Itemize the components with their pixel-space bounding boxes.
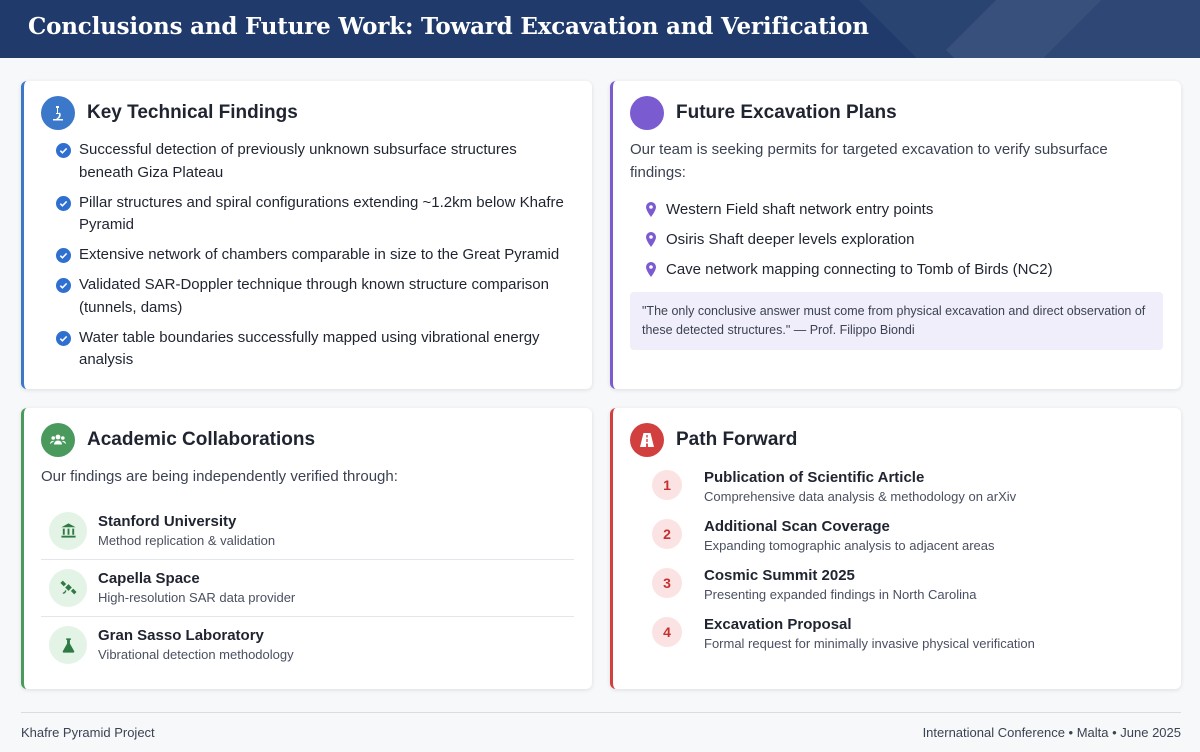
step-desc: Comprehensive data analysis & methodology on arXiv <box>704 489 1017 504</box>
step-title: Publication of Scientific Article <box>704 469 925 486</box>
footer-project-name: Khafre Pyramid Project <box>21 725 155 740</box>
list-item <box>630 224 1163 254</box>
step-desc: Formal request for minimally invasive physical verification <box>704 636 1035 651</box>
list-item <box>630 566 1163 615</box>
list-item <box>41 244 574 267</box>
check-circle-icon <box>56 143 71 158</box>
step-title: Cosmic Summit 2025 <box>704 567 855 584</box>
findings-title: Key Technical Findings <box>87 102 298 123</box>
list-item <box>41 139 574 184</box>
step-number: 4 <box>652 617 682 647</box>
collab-name: Capella Space <box>98 569 200 587</box>
collab-name: Gran Sasso Laboratory <box>98 627 264 644</box>
footer-conference-info: International Conference • Malta • June 2025 <box>922 725 1181 740</box>
excavation-intro: Our team is seeking permits for targeted excavation to verify subsurface findings: <box>630 141 1108 181</box>
satellite-icon <box>49 569 87 607</box>
list-item <box>41 503 574 560</box>
collaborations-card <box>21 408 592 689</box>
slide-header <box>0 0 1200 58</box>
finding-text: Water table boundaries successfully mapped using vibrational energy analysis <box>79 328 540 368</box>
collaborations-title: Academic Collaborations <box>87 429 316 450</box>
collaborations-list <box>41 503 574 674</box>
list-item <box>41 560 574 617</box>
road-icon <box>630 423 664 457</box>
excavation-title: Future Excavation Plans <box>676 102 897 123</box>
excavation-card <box>610 81 1181 389</box>
step-desc: Presenting expanded findings in North Carolina <box>704 587 977 602</box>
check-circle-icon <box>56 196 71 211</box>
step-desc: Expanding tomographic analysis to adjacent areas <box>704 538 995 553</box>
step-title: Excavation Proposal <box>704 616 852 633</box>
step-number: 1 <box>652 470 682 500</box>
list-item <box>630 468 1163 517</box>
map-pin-icon <box>645 202 657 217</box>
excavation-list <box>630 194 1163 284</box>
findings-list <box>41 139 574 372</box>
list-item <box>630 254 1163 284</box>
collab-desc: Method replication & validation <box>98 532 276 548</box>
university-icon <box>49 512 87 550</box>
excavation-item-text: Osiris Shaft deeper levels exploration <box>666 230 915 248</box>
excavation-item-text: Western Field shaft network entry points <box>666 200 934 218</box>
list-item <box>630 194 1163 224</box>
path-title: Path Forward <box>676 429 798 450</box>
excavation-item-text: Cave network mapping connecting to Tomb of Birds (NC2) <box>666 260 1053 278</box>
users-icon <box>41 423 75 457</box>
list-item <box>41 617 574 674</box>
check-circle-icon <box>56 331 71 346</box>
list-item <box>41 274 574 319</box>
excavation-icon <box>630 96 664 130</box>
microscope-icon <box>41 96 75 130</box>
quote-block: "The only conclusive answer must come from physical excavation and direct observation of these detected structures." — Prof. Filippo Biondi <box>630 292 1163 350</box>
list-item <box>41 192 574 237</box>
step-number: 2 <box>652 519 682 549</box>
list-item <box>630 517 1163 566</box>
finding-text: Successful detection of previously unknown subsurface structures beneath Giza Plateau <box>79 141 517 181</box>
flask-icon <box>49 626 87 664</box>
collab-name: Stanford University <box>98 512 237 530</box>
map-pin-icon <box>645 232 657 247</box>
list-item <box>41 327 574 372</box>
list-item <box>630 615 1163 664</box>
findings-card <box>21 81 592 389</box>
steps-list <box>630 468 1163 664</box>
collab-desc: High-resolution SAR data provider <box>98 589 296 605</box>
collaborations-intro: Our findings are being independently verified through: <box>41 468 398 485</box>
footer-divider <box>21 712 1181 713</box>
step-title: Additional Scan Coverage <box>704 518 890 535</box>
finding-text: Validated SAR-Doppler technique through known structure comparison (tunnels, dams) <box>79 276 549 316</box>
check-circle-icon <box>56 248 71 263</box>
finding-text: Extensive network of chambers comparable in size to the Great Pyramid <box>79 246 560 263</box>
path-forward-card <box>610 408 1181 689</box>
step-number: 3 <box>652 568 682 598</box>
slide-title: Conclusions and Future Work: Toward Excavation and Verification <box>28 13 869 40</box>
check-circle-icon <box>56 278 71 293</box>
finding-text: Pillar structures and spiral configurations extending ~1.2km below Khafre Pyramid <box>79 193 564 233</box>
collab-desc: Vibrational detection methodology <box>98 647 294 662</box>
map-pin-icon <box>645 262 657 277</box>
